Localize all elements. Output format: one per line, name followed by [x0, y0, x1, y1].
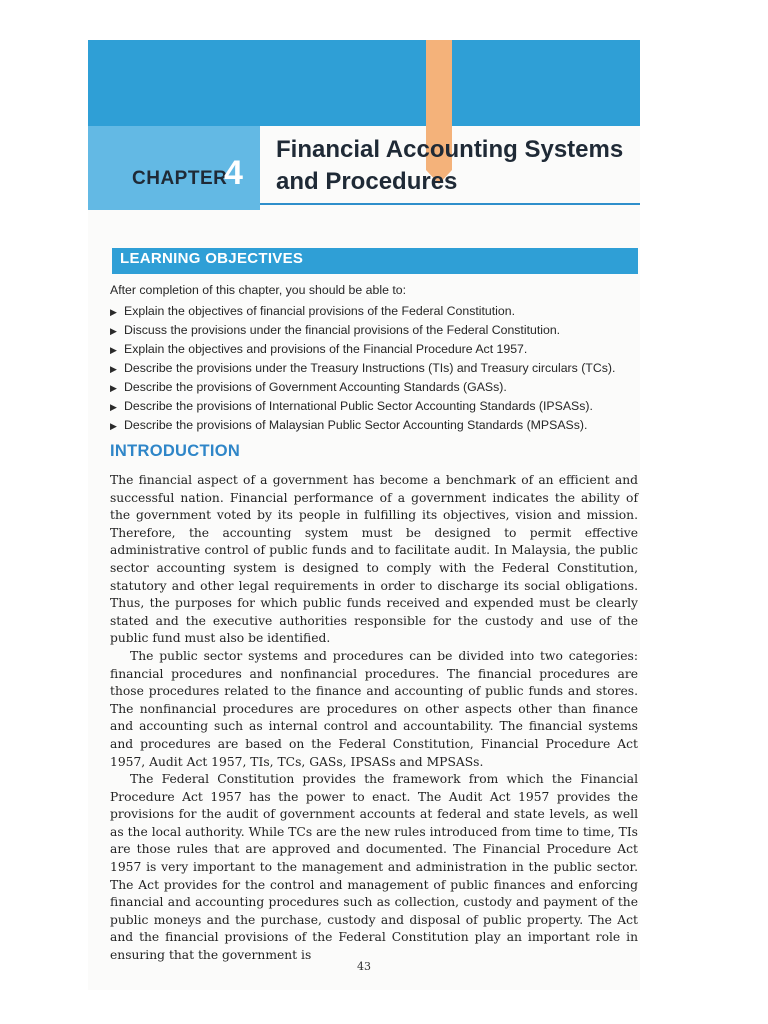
chapter-title-line-2: and Procedures: [276, 168, 458, 195]
bullet-arrow-icon: ▶: [110, 326, 117, 336]
chapter-label: CHAPTER: [132, 168, 228, 189]
learning-objectives-list: [110, 302, 640, 435]
bullet-arrow-icon: ▶: [110, 345, 117, 355]
introduction-body: [110, 472, 638, 965]
objective-item: ▶ Explain the objectives and provisions of the Financial Procedure Act 1957.: [110, 340, 640, 359]
learning-objectives-heading: LEARNING OBJECTIVES: [120, 250, 304, 267]
objective-item: ▶ Explain the objectives of financial provisions of the Federal Constitution.: [110, 302, 640, 321]
chapter-title: [276, 134, 636, 198]
bullet-arrow-icon: ▶: [110, 307, 117, 317]
paragraph: The Federal Constitution provides the framework from which the Financial Procedure Act 1957 has the power to enact. The Audit Act 1957 provides the provisions for the audit of government accounts at federal and state levels, as well as the local authority. While TCs are the new rules introduced from time to time, TIs are those rules that are approved and documented. The Financial Procedure Act 1957 is very important to the management and administration in the public sector. The Act provides for the control and management of public finances and enforcing financial and accounting procedures such as collection, custody and payment of the public moneys and the purchase, custody and disposal of public property. The Act and the financial provisions of the Federal Constitution play an important role in ensuring that the government is: [110, 772, 638, 963]
bullet-arrow-icon: ▶: [110, 402, 117, 412]
objective-item: ▶ Describe the provisions of International Public Sector Accounting Standards (IPSASs).: [110, 397, 640, 416]
page-number: 43: [357, 960, 371, 973]
bullet-arrow-icon: ▶: [110, 421, 117, 431]
objective-item: ▶ Describe the provisions of Government Accounting Standards (GASs).: [110, 378, 640, 397]
title-underline: [260, 203, 640, 205]
book-page: [88, 40, 640, 990]
bullet-arrow-icon: ▶: [110, 383, 117, 393]
learning-objectives-intro: After completion of this chapter, you should be able to:: [110, 283, 406, 297]
objective-item: ▶ Describe the provisions of Malaysian Public Sector Accounting Standards (MPSASs).: [110, 416, 640, 435]
introduction-heading: INTRODUCTION: [110, 442, 241, 460]
paragraph: The public sector systems and procedures can be divided into two categories: financial procedures and nonfinancial procedures. The financial procedures are those procedures related to the finance and accounting of public funds and stores. The nonfinancial procedures are procedures on other aspects other than finance and accounting such as internal control and accountability. The financial systems and procedures are based on the Federal Constitution, Financial Procedure Act 1957, Audit Act 1957, TIs, TCs, GASs, IPSASs and MPSASs.: [110, 648, 638, 769]
chapter-number: 4: [224, 154, 243, 192]
objective-item: ▶ Discuss the provisions under the financial provisions of the Federal Constitution.: [110, 321, 640, 340]
bullet-arrow-icon: ▶: [110, 364, 117, 374]
paragraph: The financial aspect of a government has become a benchmark of an efficient and successful nation. Financial performance of a government indicates the ability of the government voted by its people in fulfilling its objectives, vision and mission. Therefore, the accounting system must be designed to permit effective administrative control of public funds and to facilitate audit. In Malaysia, the public sector accounting system is designed to comply with the Federal Constitution, statutory and other legal requirements in order to discharge its social obligations. Thus, the purposes for which public funds received and expended must be clearly stated and the executive authorities responsible for the custody and use of the public fund must also be identified.: [110, 473, 638, 646]
chapter-title-line-1: Financial Accounting Systems: [276, 136, 624, 163]
objective-item: ▶ Describe the provisions under the Treasury Instructions (TIs) and Treasury circulars (TCs).: [110, 359, 640, 378]
